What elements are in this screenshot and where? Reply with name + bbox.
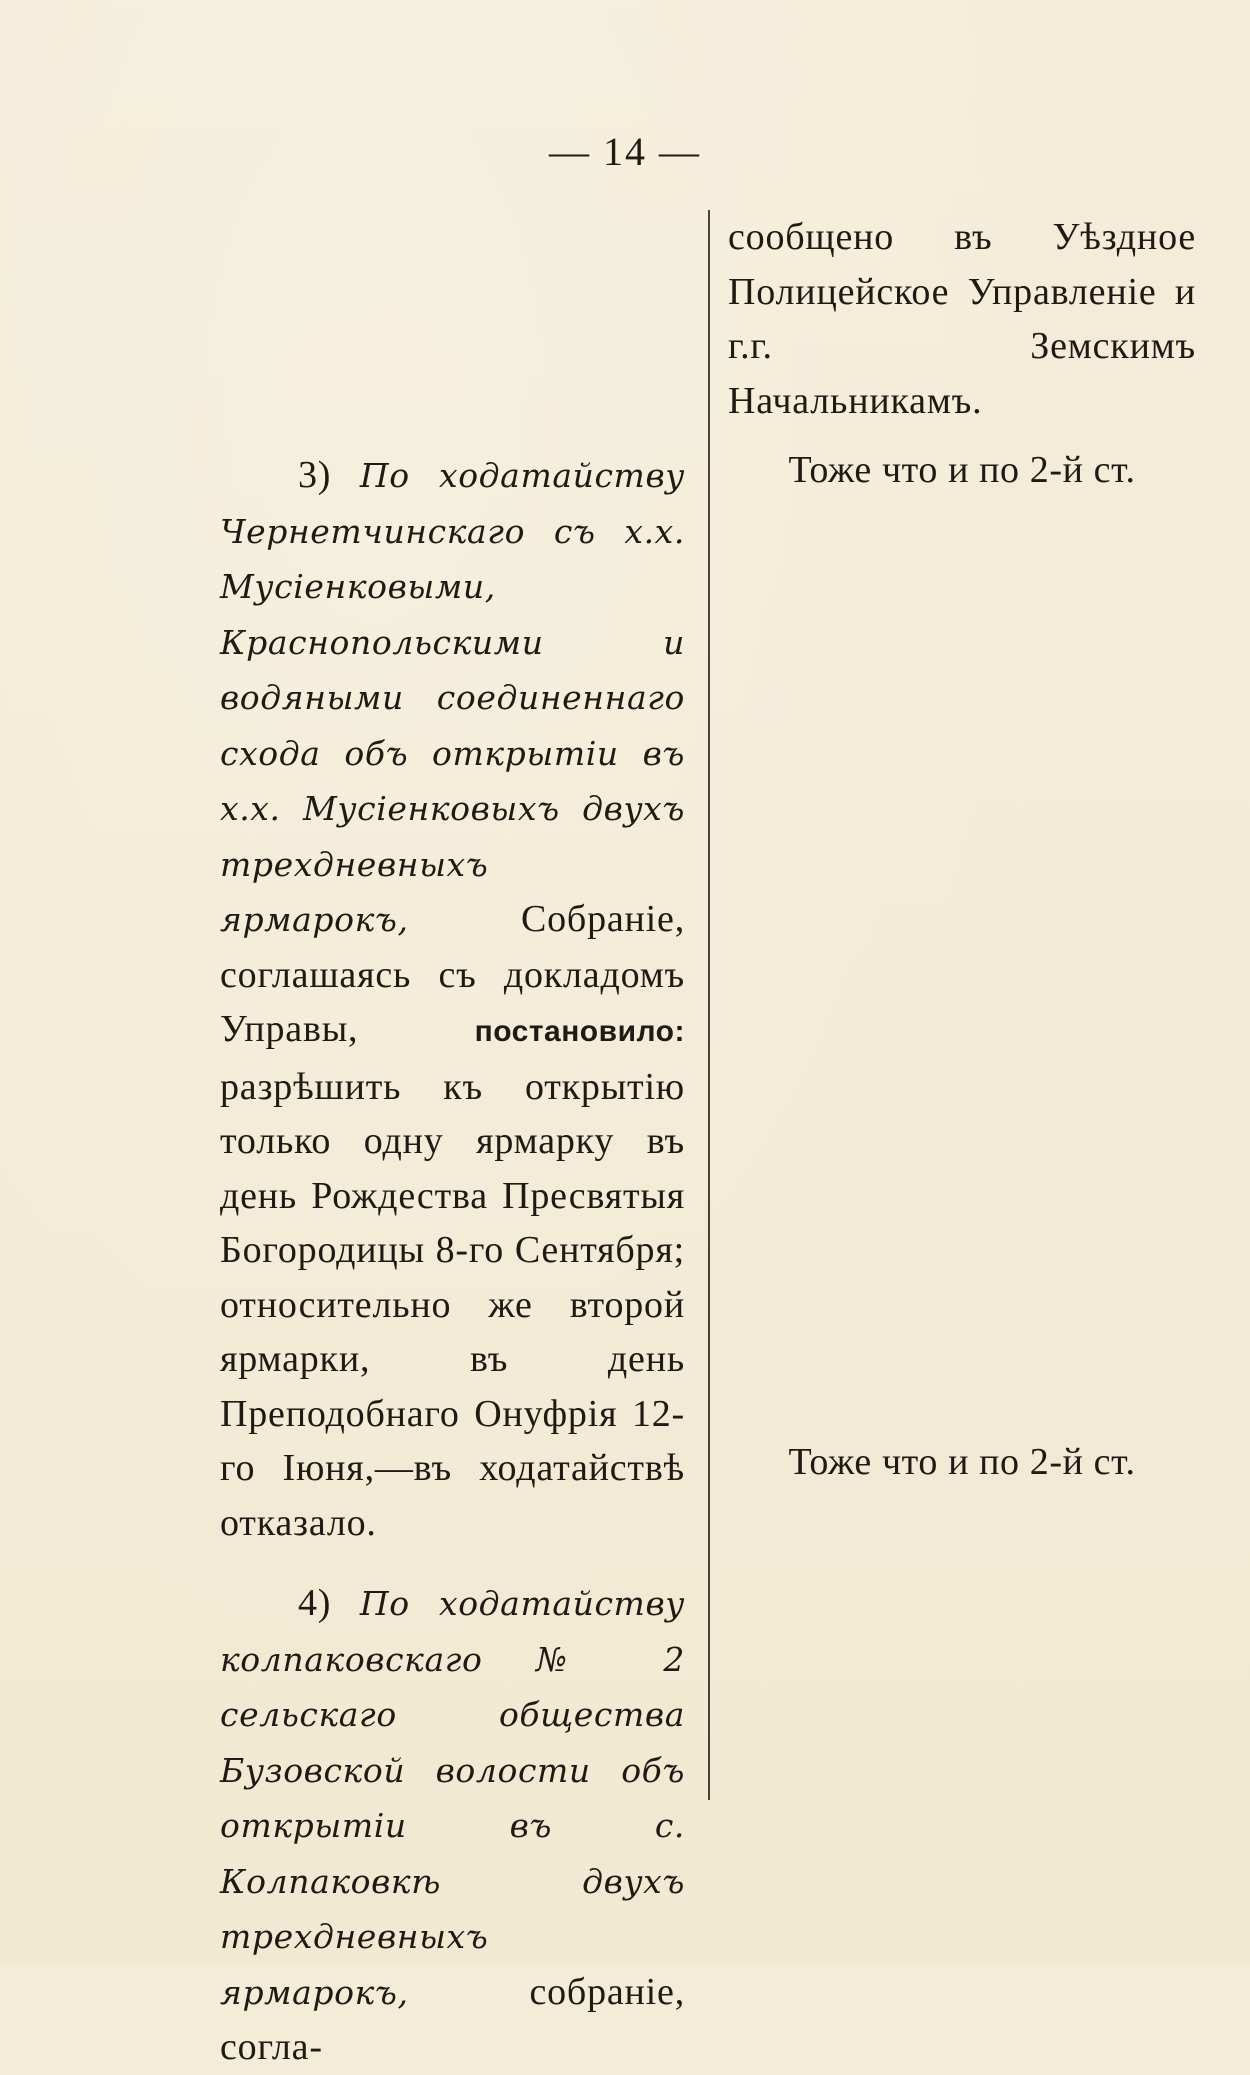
column-divider	[708, 210, 710, 1800]
item-3-resolution-word: постановило:	[474, 1015, 685, 1048]
item-4-execution-note: Тоже что и по 2-й ст.	[788, 1441, 1136, 1483]
item-4-number: 4)	[298, 1582, 332, 1624]
item-4-paragraph	[220, 1576, 685, 2075]
item-4-text: собраніе, согла-	[220, 1970, 685, 2068]
item-4-subject: По ходатайству колпаковскаго № 2 сельскаго общества Бузовской волости объ открытіи въ с. Колпаковкѣ двухъ трехдневныхъ ярмарокъ,	[220, 1584, 685, 2012]
item-3-text-before: Собраніе, соглашаясь съ докладомъ Управы,	[220, 898, 685, 1050]
continuation-note: сообщено въ Уѣздное Полицейское Управленіе и г.г. Земскимъ Начальникамъ.	[728, 216, 1196, 422]
item-3-text-after: разрѣшить къ открытію только одну ярмарку въ день Рождества Пресвятыя Богородицы 8-го Сентября; относительно же второй ярмарки, въ день Преподобнаго Онуфрія 12-го Іюня,—въ ходатайствѣ отказало.	[220, 1065, 685, 1544]
item-3-number: 3)	[298, 454, 332, 496]
item-3-subject: По ходатайству Чернетчинскаго съ х.х. Мусіенковыми, Краснопольскими и водяными соединеннаго схода объ открытіи въ х.х. Мусіенковыхъ двухъ трехдневныхъ ярмарокъ,	[220, 456, 685, 939]
item-3-paragraph	[220, 448, 685, 1550]
left-column	[220, 448, 685, 2075]
item-3-execution-note: Тоже что и по 2-й ст.	[788, 449, 1136, 491]
right-column	[728, 210, 1196, 428]
page-number: — 14 —	[549, 129, 701, 174]
